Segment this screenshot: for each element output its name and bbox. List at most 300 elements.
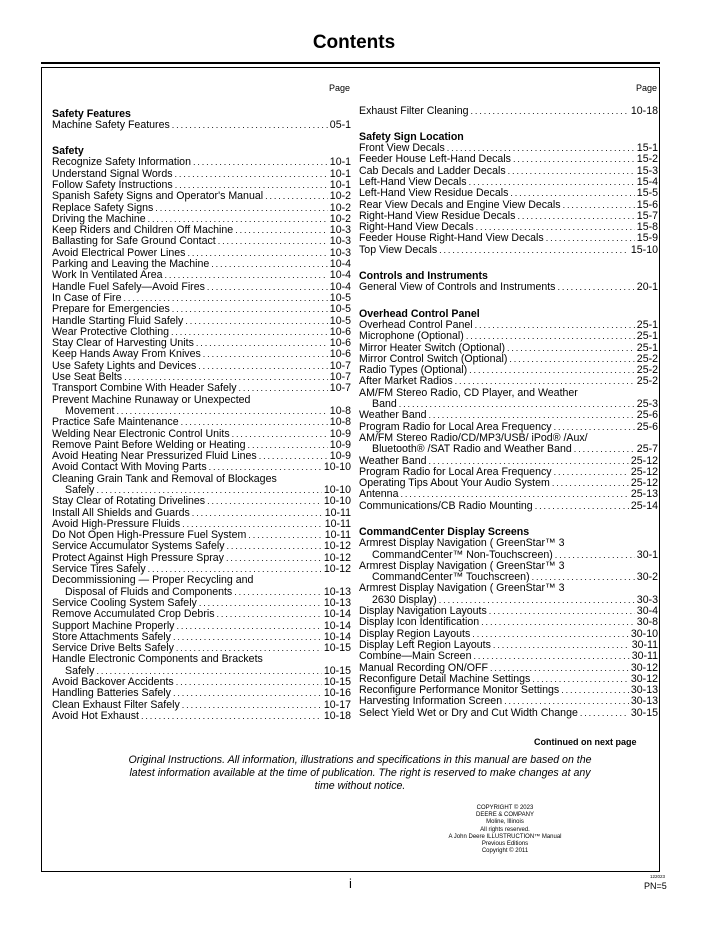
toc-entry-page: 10-6 — [329, 325, 351, 338]
toc-entry-title: CommandCenter™ Non-Touchscreen) — [372, 548, 553, 561]
toc-entry-title: Spanish Safety Signs and Operator's Manual — [52, 190, 264, 203]
toc-entry-page: 10-12 — [323, 551, 351, 564]
toc-entry-page: 10-3 — [329, 235, 351, 248]
toc-entry-title: Feeder House Left-Hand Decals — [359, 153, 511, 166]
toc-section-heading: Overhead Control Panel — [359, 307, 480, 320]
toc-entry-page: 15-10 — [630, 243, 658, 256]
dot-leader — [172, 120, 328, 131]
toc-entry[interactable] — [359, 106, 658, 117]
toc-entry-title: Keep Hands Away From Knives — [52, 348, 201, 361]
bottom-rule — [41, 871, 660, 872]
toc-entry-title: AM/FM Stereo Radio, CD Player, and Weather — [359, 386, 578, 399]
toc-entry-page: 15-8 — [636, 221, 658, 234]
dot-leader — [172, 304, 328, 315]
dot-leader — [399, 399, 635, 410]
toc-entry-title: Stay Clear of Harvesting Units — [52, 337, 194, 350]
toc-entry-page: 10-11 — [324, 529, 351, 542]
toc-entry-title: Handling Batteries Safely — [52, 687, 171, 700]
toc-entry-title: Operating Tips About Your Audio System — [359, 477, 550, 490]
top-rule — [41, 62, 660, 64]
dot-leader — [218, 236, 328, 247]
dot-leader — [471, 106, 629, 117]
toc-entry-title: Armrest Display Navigation ( GreenStar™ 3 — [359, 537, 565, 550]
copyright-line: Copyright © 2011 — [481, 848, 529, 855]
dot-leader — [209, 462, 322, 473]
toc-entry-page: 10-13 — [323, 596, 351, 609]
copyright-block — [405, 805, 605, 855]
toc-entry-title: 2630 Display) — [372, 593, 437, 606]
dot-leader — [235, 225, 328, 236]
toc-entry-title: Service Accumulator Systems Safely — [52, 540, 225, 553]
toc-entry-title: Armrest Display Navigation ( GreenStar™ 3 — [359, 582, 565, 595]
toc-entry-title: Replace Safety Signs — [52, 201, 154, 214]
dot-leader — [248, 440, 328, 451]
toc-entry-title: Combine—Main Screen — [359, 650, 472, 663]
dot-leader — [141, 711, 322, 722]
toc-entry-title: Right-Hand View Decals — [359, 221, 474, 234]
toc-entry-page: 10-2 — [329, 201, 351, 214]
toc-entry-page: 10-14 — [323, 619, 351, 632]
toc-entry[interactable] — [52, 191, 351, 202]
dot-leader — [517, 211, 634, 222]
toc-entry-title: Mirror Heater Switch (Optional) — [359, 341, 505, 354]
dot-leader — [546, 233, 635, 244]
dot-leader — [176, 621, 321, 632]
toc-entry-page: 10-1 — [329, 156, 351, 169]
toc-entry-title: Armrest Display Navigation ( GreenStar™ 3 — [359, 559, 565, 572]
copyright-line: COPYRIGHT © 2023 — [476, 805, 534, 811]
toc-entry-title: Display Region Layouts — [359, 627, 471, 640]
dot-leader — [234, 587, 322, 598]
toc-entry-title: Program Radio for Local Area Frequency — [359, 420, 552, 433]
toc-entry[interactable] — [359, 188, 658, 199]
dot-leader — [552, 478, 629, 489]
toc-entry-title: Weather Band — [359, 454, 427, 467]
toc-entry[interactable] — [359, 708, 658, 719]
toc-entry[interactable] — [52, 157, 351, 168]
toc-entry-page: 15-7 — [636, 209, 658, 222]
toc-entry-page: 10-10 — [323, 461, 351, 474]
dot-leader — [196, 338, 328, 349]
toc-entry-page: 25-3 — [636, 398, 658, 411]
toc-entry-page: 10-8 — [329, 404, 351, 417]
toc-entry-title: Driving the Machine — [52, 212, 146, 225]
toc-entry-title: After Market Radios — [359, 375, 453, 388]
toc-entry-page: 30-1 — [636, 548, 658, 561]
toc-entry[interactable] — [359, 282, 658, 293]
toc-entry-page: 10-4 — [329, 258, 351, 271]
toc-entry-title: Microphone (Optional) — [359, 330, 464, 343]
copyright-line: DEERE & COMPANY — [476, 812, 534, 819]
copyright-line: Previous Editions — [481, 841, 529, 848]
toc-entry-title: CommandCenter™ Touchscreen) — [372, 571, 530, 584]
dot-leader — [481, 617, 635, 628]
toc-entry-title: Display Left Region Layouts — [359, 638, 491, 651]
toc-entry-page: 30-12 — [630, 672, 658, 685]
toc-entry[interactable] — [52, 270, 351, 281]
dot-leader — [173, 632, 322, 643]
dot-leader — [211, 259, 328, 270]
toc-entry-page: 30-3 — [636, 593, 658, 606]
toc-entry[interactable] — [52, 383, 351, 394]
right-page-header: Page — [636, 83, 658, 93]
dot-leader — [203, 349, 328, 360]
toc-entry-title: Antenna — [359, 488, 399, 501]
toc-entry-page: 10-2 — [329, 212, 351, 225]
toc-entry[interactable] — [359, 410, 658, 421]
toc-entry-title: Display Icon Identification — [359, 616, 480, 629]
toc-entry[interactable] — [359, 489, 658, 500]
dot-leader — [507, 343, 635, 354]
dot-leader — [185, 316, 327, 327]
dot-leader — [555, 550, 635, 561]
toc-entry-page: 30-10 — [630, 627, 658, 640]
toc-entry-page: 10-13 — [323, 585, 351, 598]
toc-entry-page: 10-17 — [323, 698, 351, 711]
toc-entry-title: Use Seat Belts — [52, 371, 123, 384]
page-number: i — [349, 876, 352, 891]
toc-entry-page: 10-12 — [323, 540, 351, 553]
dot-leader — [466, 331, 635, 342]
copyright-line: Moline, Illinois — [486, 819, 524, 826]
toc-section-heading: Safety Features — [52, 108, 131, 120]
toc-entry-page: 10-4 — [329, 269, 351, 282]
toc-entry-page: 25-12 — [630, 477, 658, 490]
toc-entry-page: 15-3 — [636, 164, 658, 177]
toc-entry-title: Welding Near Electronic Control Units — [52, 427, 230, 440]
toc-entry-title: Avoid Electrical Power Lines — [52, 246, 186, 259]
dot-leader — [217, 609, 322, 620]
toc-entry-page: 10-2 — [329, 190, 351, 203]
toc-entry-title: Program Radio for Local Area Frequency — [359, 465, 552, 478]
dot-leader — [155, 203, 328, 214]
toc-entry-title: Understand Signal Words — [52, 167, 173, 180]
right-toc-column — [359, 106, 658, 719]
toc-entry-page: 25-1 — [636, 318, 658, 331]
toc-entry-title: Mirror Control Switch (Optional) — [359, 352, 508, 365]
toc-entry-page: 10-3 — [329, 246, 351, 259]
toc-entry-page: 15-5 — [636, 187, 658, 200]
toc-entry-title: Remove Paint Before Welding or Heating — [52, 438, 246, 451]
toc-entry-title: Cleaning Grain Tank and Removal of Blockages — [52, 472, 277, 485]
toc-entry[interactable] — [359, 478, 658, 489]
dot-leader — [192, 508, 323, 519]
toc-entry[interactable] — [359, 245, 658, 256]
toc-section-heading: Safety — [52, 145, 84, 158]
toc-entry-title: AM/FM Stereo Radio/CD/MP3/USB/ iPod® /Aux/ — [359, 431, 588, 444]
dot-leader — [207, 496, 322, 507]
toc-entry-title: Movement — [65, 404, 115, 417]
toc-entry[interactable] — [52, 462, 351, 473]
toc-entry-title: Overhead Control Panel — [359, 318, 473, 331]
toc-entry-page: 25-2 — [636, 375, 658, 388]
dot-leader — [580, 708, 629, 719]
dot-leader — [207, 282, 328, 293]
dot-leader — [429, 410, 635, 421]
toc-entry-page: 20-1 — [636, 281, 658, 294]
dot-leader — [535, 501, 629, 512]
toc-section-heading: Safety Sign Location — [359, 130, 464, 143]
toc-entry-page: 30-2 — [636, 571, 658, 584]
toc-entry-title: Machine Safety Features — [52, 119, 170, 132]
toc-entry-title: Top View Decals — [359, 243, 438, 256]
toc-entry[interactable] — [52, 120, 351, 131]
toc-entry-page: 25-12 — [630, 465, 658, 478]
dot-leader — [475, 320, 635, 331]
toc-entry-page: 15-1 — [636, 142, 658, 155]
toc-entry-title: Keep Riders and Children Off Machine — [52, 224, 234, 237]
toc-entry-title: Stay Clear of Rotating Drivelines — [52, 495, 206, 508]
dot-leader — [489, 606, 635, 617]
toc-entry[interactable] — [52, 688, 351, 699]
dot-leader — [182, 700, 322, 711]
dot-leader — [561, 685, 629, 696]
toc-entry-page: 10-7 — [329, 371, 351, 384]
toc-entry-title: Protect Against High Pressure Spray — [52, 551, 224, 564]
toc-entry-page: 10-16 — [323, 687, 351, 700]
toc-entry-title: Weather Band — [359, 409, 427, 422]
toc-entry-page: 25-2 — [636, 364, 658, 377]
toc-entry-title: General View of Controls and Instruments — [359, 281, 556, 294]
toc-entry-page: 10-8 — [329, 416, 351, 429]
toc-entry-page: 10-15 — [323, 676, 351, 689]
toc-entry-page: 10-5 — [329, 291, 351, 304]
dot-leader — [171, 327, 328, 338]
toc-entry[interactable] — [359, 154, 658, 165]
toc-entry[interactable] — [359, 617, 658, 628]
toc-entry-title: Decommissioning — Proper Recycling and — [52, 574, 254, 587]
dot-leader — [439, 245, 629, 256]
toc-entry-page: 10-15 — [323, 664, 351, 677]
toc-entry-title: Left-Hand View Residue Decals — [359, 187, 509, 200]
dot-leader — [400, 489, 628, 500]
revision-code: 122023 — [650, 874, 666, 879]
toc-entry-page: 30-12 — [630, 661, 658, 674]
toc-entry-page: 10-12 — [323, 563, 351, 576]
toc-entry-page: 10-7 — [329, 359, 351, 372]
toc-entry-page: 25-14 — [630, 499, 658, 512]
toc-entry-title: Transport Combine With Header Safely — [52, 382, 237, 395]
toc-entry-page: 10-9 — [329, 450, 351, 463]
toc-entry-title: Rear View Decals and Engine View Decals — [359, 198, 561, 211]
toc-entry-title: Cab Decals and Ladder Decals — [359, 164, 506, 177]
toc-entry-title: Prevent Machine Runaway or Unexpected — [52, 393, 251, 406]
dot-leader — [227, 541, 322, 552]
dot-leader — [557, 282, 634, 293]
toc-entry-title: In Case of Fire — [52, 291, 122, 304]
toc-entry-page: 15-9 — [636, 232, 658, 245]
toc-entry-title: Harvesting Information Screen — [359, 695, 503, 708]
toc-entry-title: Feeder House Right-Hand View Decals — [359, 232, 544, 245]
toc-entry-page: 10-10 — [323, 495, 351, 508]
toc-entry-page: 05-1 — [329, 119, 351, 132]
toc-entry[interactable] — [359, 501, 658, 512]
toc-entry-page: 10-1 — [329, 178, 351, 191]
toc-entry-page: 10-9 — [329, 438, 351, 451]
toc-entry-title: Safely — [65, 664, 95, 677]
toc-entry-page: 10-14 — [323, 608, 351, 621]
continued-note: Continued on next page — [534, 737, 637, 747]
toc-entry-page: 25-1 — [636, 330, 658, 343]
toc-entry-page: 15-4 — [636, 175, 658, 188]
toc-entry-title: Reconfigure Detail Machine Settings — [359, 672, 531, 685]
dot-leader — [510, 188, 634, 199]
toc-section-heading: CommandCenter Display Screens — [359, 526, 530, 538]
toc-entry-page: 30-4 — [636, 605, 658, 618]
toc-entry-page: 10-7 — [329, 382, 351, 395]
dot-leader — [493, 640, 630, 651]
toc-entry-page: 10-18 — [630, 105, 658, 117]
toc-entry-page: 15-2 — [636, 153, 658, 166]
toc-entry-page: 30-11 — [631, 650, 658, 663]
toc-entry-title: Prepare for Emergencies — [52, 303, 170, 316]
toc-entry-page: 25-6 — [636, 409, 658, 422]
left-toc-column — [52, 95, 351, 722]
toc-section-heading: Controls and Instruments — [359, 270, 488, 283]
toc-entry-page: 15-6 — [636, 198, 658, 211]
toc-entry-page: 30-15 — [630, 706, 658, 719]
toc-entry-title: Manual Recording ON/OFF — [359, 661, 488, 674]
page-title: Contents — [312, 32, 396, 53]
toc-entry-title: Follow Safety Instructions — [52, 178, 173, 191]
toc-entry[interactable] — [359, 444, 658, 455]
toc-entry-title: Wear Protective Clothing — [52, 325, 169, 338]
toc-entry[interactable] — [52, 417, 351, 428]
toc-entry-page: 10-5 — [329, 314, 351, 327]
dot-leader — [259, 451, 328, 462]
dot-leader — [508, 166, 635, 177]
toc-entry-title: Avoid Contact With Moving Parts — [52, 461, 207, 474]
dot-leader — [554, 467, 629, 478]
dot-leader — [181, 417, 328, 428]
toc-entry-page: 30-8 — [636, 616, 658, 629]
toc-entry-title: Store Attachments Safely — [52, 630, 171, 643]
dot-leader — [472, 629, 629, 640]
toc-entry-page: 30-13 — [630, 695, 658, 708]
toc-entry-title: Install All Shields and Guards — [52, 506, 190, 519]
dot-leader — [574, 444, 635, 455]
dot-leader — [173, 688, 322, 699]
toc-entry-title: Exhaust Filter Cleaning — [359, 105, 469, 117]
dot-leader — [563, 200, 635, 211]
toc-entry-title: Radio Types (Optional) — [359, 364, 468, 377]
toc-entry-page: 10-1 — [329, 167, 351, 180]
dot-leader — [239, 383, 328, 394]
toc-entry-title: Clean Exhaust Filter Safely — [52, 698, 180, 711]
toc-entry-title: Band — [372, 398, 397, 411]
toc-entry[interactable] — [52, 496, 351, 507]
original-instructions-note: Original Instructions. All information, illustrations and specifications in this manual are based on the latest information available at the time of publication. The right is reserved to make changes at any time without notice. — [128, 754, 592, 792]
toc-entry-title: Ballasting for Safe Ground Contact — [52, 235, 216, 248]
toc-entry-title: Disposal of Fluids and Components — [65, 585, 233, 598]
toc-entry-page: 10-3 — [329, 224, 351, 237]
toc-entry[interactable] — [52, 711, 351, 722]
toc-entry-title: Display Navigation Layouts — [359, 605, 487, 618]
toc-entry[interactable] — [52, 304, 351, 315]
toc-entry-title: Safely — [65, 484, 95, 496]
toc-entry-title: Remove Accumulated Crop Debris — [52, 608, 215, 621]
toc-entry-title: Select Yield Wet or Dry and Cut Width Change — [359, 706, 578, 719]
toc-entry-page: 10-6 — [329, 348, 351, 361]
dot-leader — [193, 157, 328, 168]
toc-entry-page: 25-13 — [630, 488, 658, 501]
copyright-line: All rights reserved. — [480, 826, 530, 833]
toc-entry-page: 25-2 — [636, 352, 658, 365]
toc-entry-page: 25-6 — [636, 420, 658, 433]
dot-leader — [265, 191, 328, 202]
dot-leader — [175, 169, 328, 180]
toc-entry-title: Parking and Leaving the Machine — [52, 258, 210, 271]
dot-leader — [248, 530, 322, 541]
toc-entry-title: Reconfigure Performance Monitor Settings — [359, 684, 560, 697]
dot-leader — [469, 365, 635, 376]
toc-entry-title: Avoid Backover Accidents — [52, 676, 174, 689]
toc-entry-page: 10-4 — [329, 280, 351, 293]
toc-entry-title: Work In Ventilated Area — [52, 269, 163, 282]
toc-entry-page: 10-5 — [329, 303, 351, 316]
dot-leader — [176, 677, 322, 688]
toc-entry-title: Left-Hand View Decals — [359, 175, 467, 188]
toc-entry-page: 25-7 — [636, 443, 658, 456]
dot-leader — [509, 354, 634, 365]
toc-entry-title: Handle Fuel Safely—Avoid Fires — [52, 280, 205, 293]
toc-entry[interactable] — [52, 609, 351, 620]
toc-entry-page: 10-9 — [329, 427, 351, 440]
toc-entry-page: 10-18 — [323, 709, 351, 722]
toc-entry-title: Use Safety Lights and Devices — [52, 359, 197, 372]
toc-entry[interactable] — [359, 331, 658, 342]
dot-leader — [473, 651, 629, 662]
toc-entry-title: Support Machine Properly — [52, 619, 175, 632]
toc-entry-title: Recognize Safety Information — [52, 156, 191, 169]
toc-entry-title: Handle Starting Fluid Safely — [52, 314, 184, 327]
dot-leader — [199, 598, 322, 609]
toc-entry-title: Communications/CB Radio Mounting — [359, 499, 533, 512]
toc-entry-title: Avoid Heating Near Pressurized Fluid Lines — [52, 450, 257, 463]
toc-entry[interactable] — [359, 651, 658, 662]
toc-entry-page: 30-13 — [630, 684, 658, 697]
toc-entry-title: Do Not Open High-Pressure Fuel System — [52, 529, 247, 542]
copyright-line: A John Deere ILLUSTRUCTION™ Manual — [448, 833, 562, 840]
dot-leader — [226, 553, 322, 564]
toc-entry-title: Avoid Hot Exhaust — [52, 709, 139, 722]
toc-entry-title: Handle Electronic Components and Brackets — [52, 653, 263, 666]
toc-entry-title: Bluetooth® /SAT Radio and Weather Band — [372, 443, 572, 456]
toc-entry-title: Avoid High-Pressure Fluids — [52, 517, 181, 530]
pn-label: PN=5 — [644, 881, 667, 891]
dot-leader — [165, 270, 328, 281]
toc-entry-page: 10-14 — [323, 630, 351, 643]
left-page-header: Page — [329, 83, 351, 93]
toc-entry-page: 30-11 — [631, 638, 658, 651]
dot-leader — [232, 429, 328, 440]
toc-entry-page: 10-11 — [324, 517, 351, 530]
toc-entry-title: Right-Hand View Residue Decals — [359, 209, 516, 222]
dot-leader — [513, 154, 635, 165]
toc-entry-page: 25-1 — [636, 341, 658, 354]
toc-entry-title: Service Tires Safely — [52, 563, 146, 576]
dot-leader — [198, 361, 328, 372]
toc-entry-page: 10-10 — [323, 484, 351, 496]
toc-entry-page: 10-11 — [324, 506, 351, 519]
toc-entry-title: Front View Decals — [359, 142, 445, 155]
toc-entry-title: Service Drive Belts Safely — [52, 642, 174, 655]
toc-entry-title: Service Cooling System Safely — [52, 596, 197, 609]
toc-entry-page: 10-15 — [323, 642, 351, 655]
toc-entry-title: Practice Safe Maintenance — [52, 416, 179, 429]
toc-entry-page: 10-6 — [329, 337, 351, 350]
toc-entry-page: 25-12 — [630, 454, 658, 467]
